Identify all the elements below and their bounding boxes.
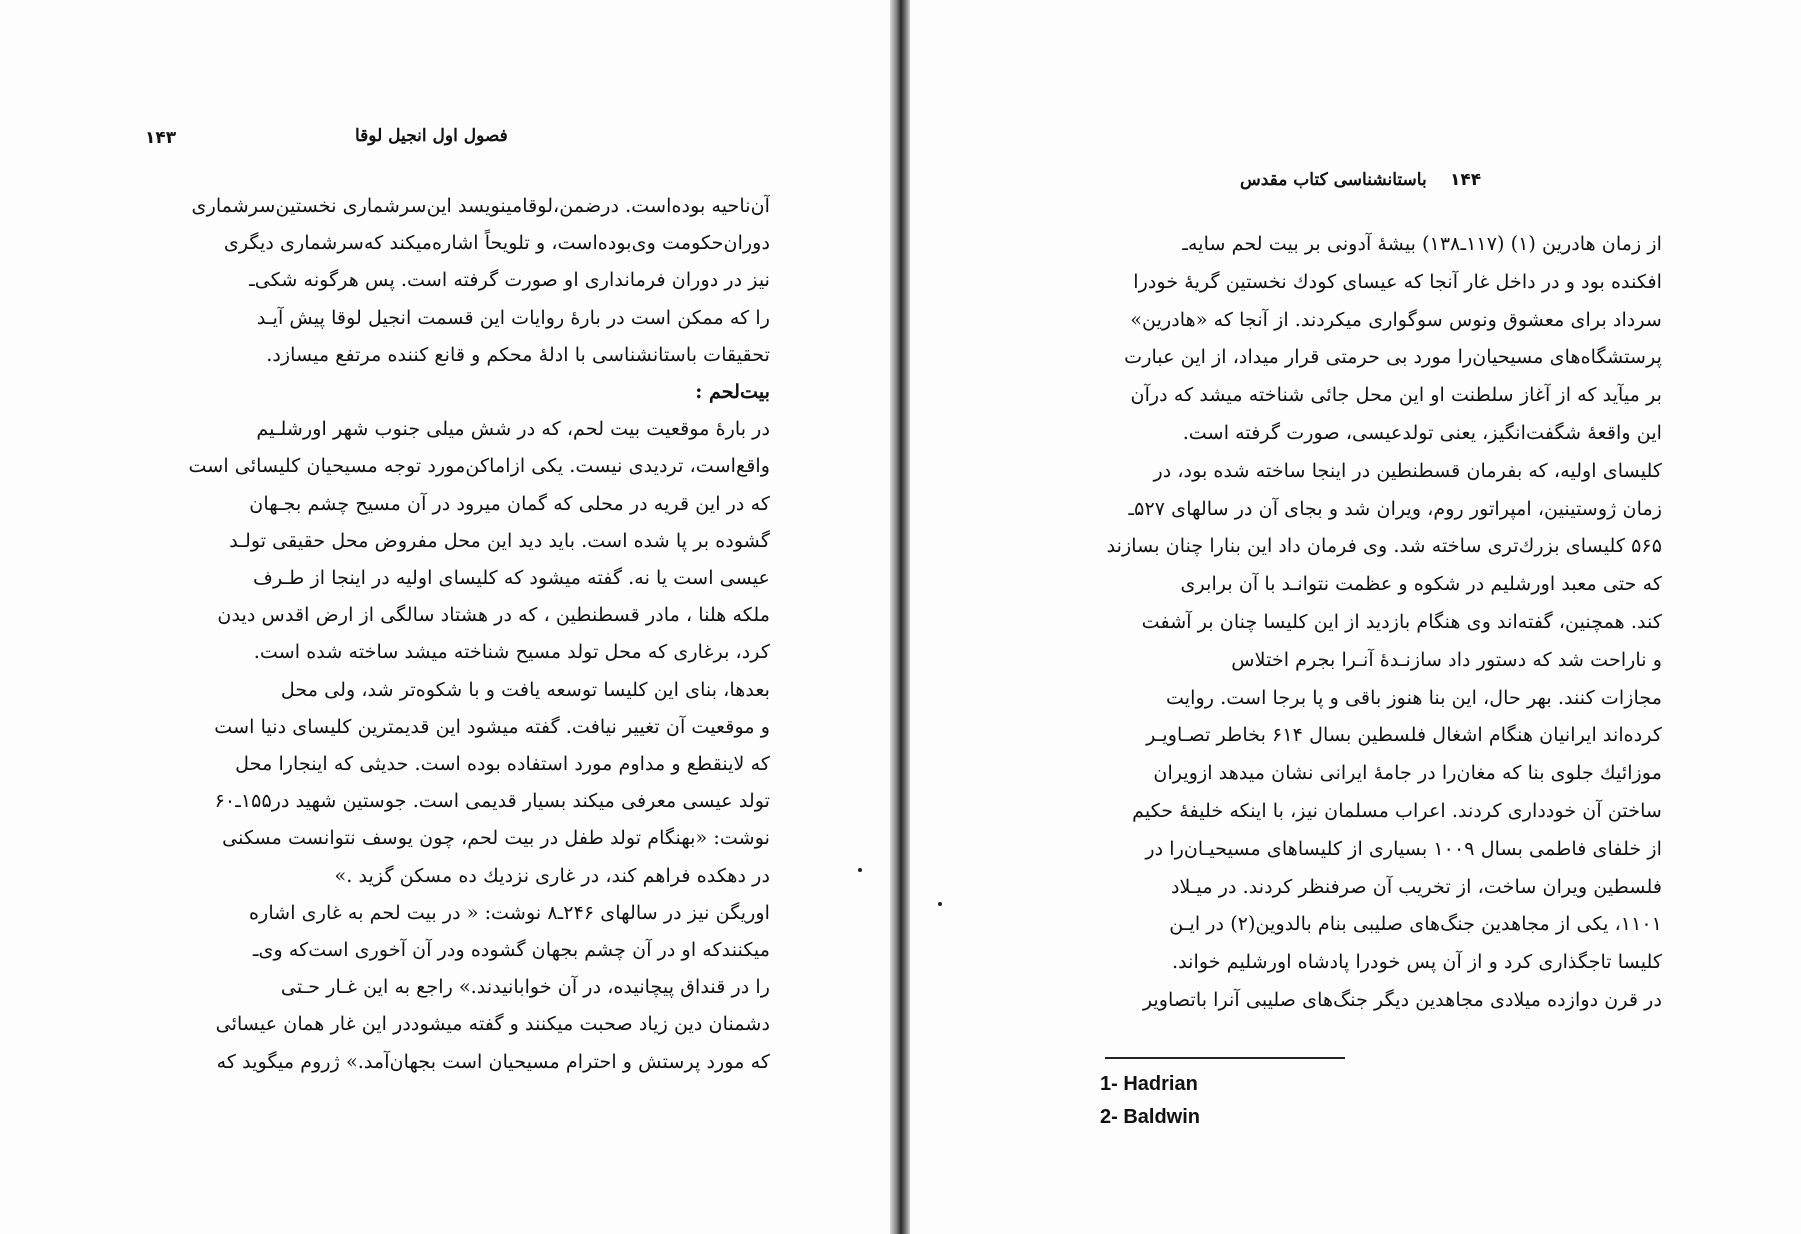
text-line: در قرن دوازده میلادی مجاهدین دیگر جنگ‌های صلیبی آنرا باتصاویر	[1142, 987, 1662, 1011]
book-gutter	[890, 0, 910, 1234]
text-line: پرستشگاه‌های مسیحیان‌را مورد بی حرمتی قرار میداد، از این عبارت	[1124, 345, 1662, 369]
text-line: در بارهٔ موقعیت بیت لحم، که در شش میلی جنوب شهر اورشلـیم	[256, 417, 770, 441]
text-line: موزائیك جلوی بنا که مغان‌را در جامهٔ ایرانی نشان میدهد ازویران	[1153, 761, 1662, 785]
left-header-title: فصول اول انجیل لوقا	[355, 126, 508, 146]
print-speck	[858, 868, 862, 872]
text-line: بر میآید که از آغاز سلطنت او این محل جائی شناخته میشد که درآن	[1130, 383, 1662, 407]
text-line: کرده‌اند ایرانیان هنگام اشغال فلسطین بسال ۶۱۴ بخاطر تصـاویـر	[1146, 723, 1662, 747]
right-page-number: ۱۴۴	[1450, 170, 1482, 190]
left-page-header	[145, 128, 176, 148]
text-line: دشمنان دین زیاد صحبت میکنند و گفته میشوددر این غار همان عیسائی	[215, 1012, 770, 1036]
text-line: را در قنداق پیچانیده، در آن خوابانیدند.» راجع به این غـار حـتی	[280, 975, 770, 999]
text-line: فلسطین ویران ساخت، از تخریب آن صرفنظر کردند. در میـلاد	[1170, 874, 1662, 898]
text-line: و ناراحت شد که دستور داد سازنـدهٔ آنـرا بجرم اختلاس	[1231, 647, 1662, 671]
text-line: گشوده بر پا شده است. باید دید این محل مفروض محل حقیقی تولـد	[229, 528, 770, 552]
text-line: دوران‌حکومت وی‌بوده‌است، و تلویحاً اشاره‌میکند که‌سرشماری دیگری	[223, 231, 770, 255]
text-line: کرد، برغاری که محل تولد مسیح شناخته میشد ساخته شده است.	[253, 640, 770, 664]
text-line: کند. همچنین، گفته‌اند وی هنگام بازدید از این کلیسا چنان بر آشفت	[1141, 609, 1662, 633]
text-line: از زمان هادرین (۱) (۱۱۷ـ۱۳۸) بیشهٔ آدونی بر بیت لحم سایه‌ـ	[1182, 232, 1662, 255]
text-line: کلیسای اولیه، که بفرمان قسطنطین در اینجا ساخته شده بود، در	[1153, 458, 1662, 482]
text-line: از خلفای فاطمی بسال ۱۰۰۹ بسیاری از کلیساهای مسیحیـان‌را در	[1145, 836, 1662, 860]
text-line: تحقیقات باستانشناسی با ادلهٔ محکم و قانع کننده مرتفع میسازد.	[266, 342, 770, 366]
footnote-rule	[1105, 1057, 1345, 1059]
text-line: تولد عیسی معرفی میکند بسیار قدیمی است. جوستین شهید در۱۵۵ـ۶۰	[214, 789, 770, 813]
text-line: که حتی معبد اورشلیم در شکوه و عظمت نتوانـد با آن برابری	[1180, 572, 1662, 596]
left-body-text	[148, 187, 770, 1080]
text-line: نوشت: «بهنگام تولد طفل در بیت لحم، چون یوسف نتوانست مسکنی	[222, 826, 770, 850]
section-heading: بیت‌لحم :	[695, 380, 770, 404]
left-running-head	[355, 126, 508, 146]
text-line: کلیسا تاجگذاری کرد و از آن پس خودرا پادشاه اورشلیم خواند.	[1171, 950, 1662, 974]
right-header-title: باستانشناسی کتاب مقدس	[1240, 170, 1427, 190]
text-line: ملکه هلنا ، مادر قسطنطین ، که در هشتاد سالگی از ارض اقدس دیدن	[217, 603, 770, 627]
text-line: عیسی است یا نه. گفته میشود که کلیسای اولیه در اینجا از طـرف	[253, 566, 770, 590]
text-line: مجازات کنند. بهر حال، این بنا هنوز باقی و پا برجا است. روایت	[1165, 685, 1662, 709]
text-line: سرداد برای معشوق ونوس سوگواری میکردند. از آنجا که «هادرین»	[1130, 307, 1662, 331]
text-line: ۵۶۵ کلیسای بزرك‌تری ساخته شد. وی فرمان داد این بنارا چنان بسازند	[1106, 534, 1662, 558]
text-line: در دهکده فراهم کند، در غاری نزدیك ده مسکن گزید .»	[334, 863, 770, 887]
footnotes	[1100, 1068, 1400, 1134]
footnote-2: 2- Baldwin	[1100, 1106, 1201, 1128]
text-line: زمان ژوستینین، امپراتور روم، ویران شد و بجای آن در سالهای ۵۲۷ـ	[1128, 496, 1662, 520]
text-line: ۱۱۰۱، یکی از مجاهدین جنگ‌های صلیبی بنام بالدوین(۲) در ایـن	[1169, 912, 1662, 936]
text-line: ساختن آن خودداری کردند. اعراب مسلمان نیز، با اینکه خلیفهٔ حکیم	[1132, 798, 1662, 822]
right-body-text	[1040, 225, 1662, 1019]
text-line: نیز در دوران فرمانداری او صورت گرفته است. پس هرگونه شکی‌ـ	[249, 268, 770, 292]
text-line: را که ممکن است در بارهٔ روایات این قسمت انجیل لوقا پیش آیـد	[256, 305, 770, 329]
text-line: که مورد پرستش و احترام مسیحیان است بجهان‌آمد.» ژروم میگوید که	[216, 1049, 770, 1073]
text-line: افکنده بود و در داخل غار آنجا که عیسای کودك نخستین گریهٔ خودرا	[1133, 269, 1662, 293]
right-page-header	[1450, 170, 1481, 190]
left-page-number: ۱۴۳	[145, 128, 177, 148]
text-line: و موقعیت آن تغییر نیافت. گفته میشود این قدیمترین کلیسای دنیا است	[214, 714, 770, 738]
text-line: این واقعهٔ شگفت‌انگیز، یعنی تولدعیسی، صورت گرفته است.	[1182, 420, 1662, 444]
text-line: میکنندکه او در آن چشم بجهان گشوده ودر آن آخوری است‌که وی‌ـ	[252, 938, 770, 962]
footnote-1: 1- Hadrian	[1100, 1073, 1198, 1095]
text-line: بعدها، بنای این کلیسا توسعه یافت و با شکوه‌تر شد، ولی محل	[280, 677, 770, 701]
text-line: واقع‌است، تردیدی نیست. یکی ازاماکن‌مورد توجه مسیحیان کلیسائی است	[188, 454, 770, 478]
left-page	[0, 0, 890, 1234]
text-line: که در این قریه در محلی که گمان میرود در آن مسیح چشم بجـهان	[249, 491, 770, 515]
text-line: اوریگن نیز در سالهای ۲۴۶ـ۸ نوشت: « در بیت لحم به غاری اشاره	[249, 900, 770, 924]
right-running-head	[1240, 170, 1427, 190]
print-speck	[938, 902, 942, 906]
text-line: که لاینقطع و مداوم مورد استفاده بوده است. حدیثی که اینجارا محل	[235, 752, 770, 776]
text-line: آن‌ناحیه بوده‌است. درضمن،لوقامینویسد این‌سرشماری نخستین‌سرشماری	[191, 194, 770, 217]
